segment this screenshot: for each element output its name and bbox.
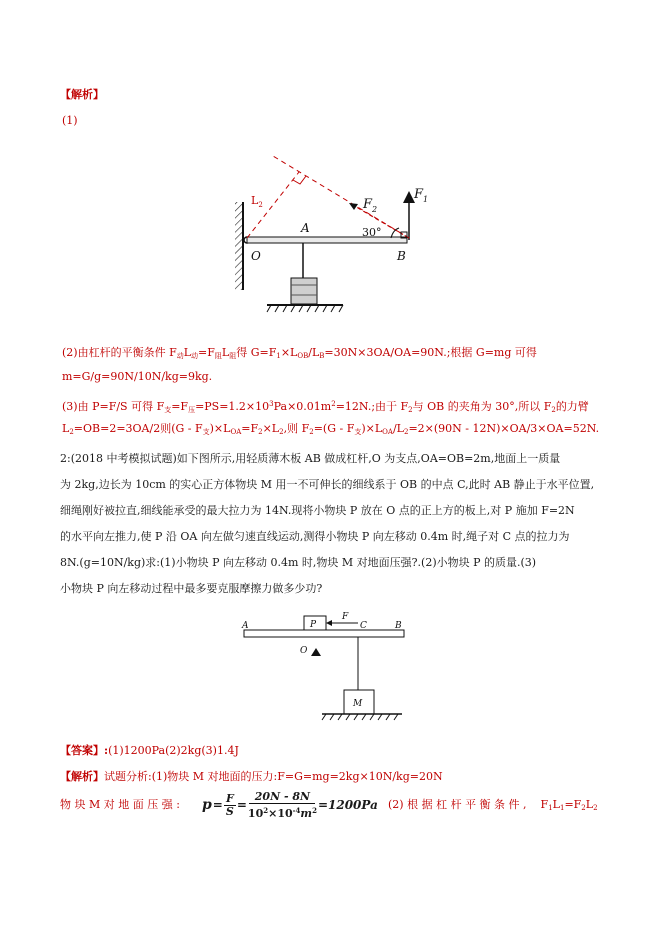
analysis2-text: 试题分析:(1)物块 M 对地面的压力:F=G=mg=2kg×10N/kg=20N	[104, 770, 443, 783]
angle-label: 30°	[362, 226, 382, 239]
analysis2-label: 【解析】	[60, 770, 104, 783]
f2-label: $F_2$	[363, 197, 378, 214]
lever-beam	[247, 237, 407, 243]
f1-label: $F_1$	[414, 187, 429, 204]
part2-line2: m=G/g=90N/10N/kg=9kg.	[62, 370, 213, 383]
question2-line3: 细绳刚好被拉直,细线能承受的最大拉力为 14N.现将小物块 P 放在 O 点的正上方的板上,对 P 施加 F=2N	[60, 504, 575, 517]
pressure-formula: p = F S = 20N - 8N $10^2\times 10^{-4}m^2$ =1200Pa	[202, 790, 378, 820]
analysis-heading: 【解析】	[60, 88, 104, 101]
force-f2-arrowhead	[349, 203, 358, 210]
analysis2-line	[60, 770, 443, 784]
question2-line4: 的水平向左推力,使 P 沿 OA 向左做匀速直线运动,测得小物块 P 向左移动 0.4m 时,绳子对 C 点的拉力为	[60, 530, 570, 543]
point-c-label: C	[360, 621, 367, 631]
point-o-label: O	[251, 249, 261, 263]
part2-line1: (2)由杠杆的平衡条件 $F_动L_动=F_阻L_阻$得 $G=F_1\times L_{OB}/L_B=30N\times 3OA/OA=90N$.;根据 G=mg 可得	[62, 346, 537, 360]
right-angle-mark	[293, 176, 306, 184]
block-p-label: P	[310, 620, 317, 630]
question2-line1: 2:(2018 中考模拟试题)如下图所示,用轻质薄木板 AB 做成杠杆,O 为支点,OA=OB=2m,地面上一质量	[60, 452, 561, 465]
question2-line6: 小物块 P 向左移动过程中最多要克服摩擦力做多少功?	[60, 582, 323, 595]
force-f-label: F	[342, 612, 349, 622]
answer-label: 【答案】:	[60, 744, 109, 757]
lever-force-diagram	[225, 150, 445, 320]
pressure-label: 物 块 M 对 地 面 压 强 :	[60, 798, 180, 811]
push-force-arrow	[326, 620, 332, 626]
lever-block-diagram	[236, 608, 416, 728]
hanging-block	[291, 278, 317, 304]
part3-line1: (3)由 P=F/S 可得 $F_支=F_压=PS=1.2\times 10^3Pa\times 0.01m^2=12N$.;由于 $F_2$与 OB 的夹角为 30°,所以 $F_2$的力臂	[62, 400, 589, 414]
point-o2-label: O	[300, 646, 308, 656]
point-a-label: A	[301, 221, 310, 235]
board-ab	[244, 630, 404, 637]
fraction-f-over-s: F S	[224, 793, 236, 818]
point-a2-label: A	[242, 621, 249, 631]
part3-line2: $L_2=OB=2=3OA/2$则$(G - F_支)\times L_{OA}=F_2\times L_2$,则 $F_2=(G - F_支)\times L_{OA}/L_2=2\times(90N - 12N)\times OA/3\times OA=52N$.	[62, 422, 600, 436]
question2-line2: 为 2kg,边长为 10cm 的实心正方体物块 M 用一不可伸长的细线系于 OB 的中点 C,此时 AB 静止于水平位置,	[60, 478, 595, 491]
fraction-pressure: 20N - 8N $10^2\times 10^{-4}m^2$	[247, 790, 317, 820]
wall-hatching	[235, 202, 243, 290]
answer-text: (1)1200Pa(2)2kg(3)1.4J	[108, 744, 239, 757]
part1-label: (1)	[62, 114, 78, 127]
l2-label: $L_2$	[251, 194, 263, 209]
answer-line	[60, 744, 239, 758]
question2-line5: 8N.(g=10N/kg)求:(1)小物块 P 向左移动 0.4m 时,物块 M 对地面压强?.(2)小物块 P 的质量.(3)	[60, 556, 537, 569]
point-b-label: B	[397, 249, 406, 263]
pressure-tail: (2) 根 据 杠 杆 平 衡 条 件 , $F_1L_1=F_2L_2$	[388, 798, 598, 812]
block-m-label: M	[353, 699, 363, 709]
pivot-triangle	[311, 648, 321, 656]
point-b2-label: B	[395, 621, 402, 631]
